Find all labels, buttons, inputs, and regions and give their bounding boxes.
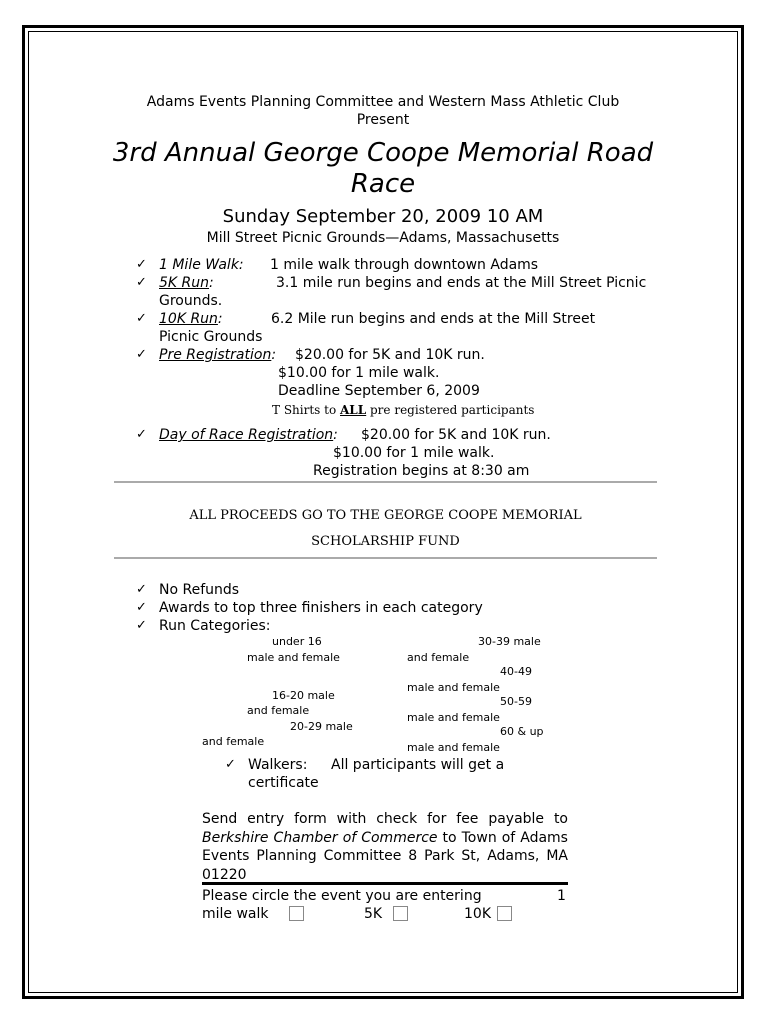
category-text: under 16 [272, 635, 322, 648]
check-icon: ✓ [136, 600, 147, 615]
check-icon: ✓ [136, 311, 147, 326]
dayof-line3: Registration begins at 8:30 am [313, 463, 530, 479]
event-title-line1: 3rd Annual George Coope Memorial Road [112, 138, 654, 168]
prereg-line3: Deadline September 6, 2009 [278, 383, 480, 399]
event-location: Mill Street Picnic Grounds—Adams, Massachusetts [206, 230, 560, 246]
check-icon: ✓ [136, 275, 147, 290]
run-categories: Run Categories: [159, 618, 271, 634]
category-text: 40-49 [500, 665, 532, 678]
present-text: Present [356, 112, 410, 128]
event-title-line2: Race [350, 169, 416, 199]
awards: Awards to top three finishers in each category [159, 600, 483, 616]
walk-checkbox[interactable] [289, 906, 304, 921]
run5k-desc: 3.1 mile run begins and ends at the Mill Street Picnic [276, 275, 647, 291]
check-icon: ✓ [225, 757, 236, 772]
presenters: Adams Events Planning Committee and Western Mass Athletic Club [146, 94, 620, 110]
category-text: 50-59 [500, 695, 532, 708]
category-text: 60 & up [500, 725, 544, 738]
circle-instructions: Please circle the event you are entering [202, 888, 482, 904]
category-text: male and female [407, 681, 500, 694]
category-text: and female [247, 704, 310, 717]
walkers-text: All participants will get a [331, 757, 505, 773]
walk-label: 1 Mile Walk: [159, 257, 244, 273]
event-date: Sunday September 20, 2009 10 AM [222, 206, 544, 227]
run10k-desc2: Picnic Grounds [159, 329, 263, 345]
category-text: male and female [247, 651, 340, 664]
dayof-line2: $10.00 for 1 mile walk. [333, 445, 495, 461]
category-text: and female [407, 651, 470, 664]
run10k-desc: 6.2 Mile run begins and ends at the Mill Street [271, 311, 596, 327]
walk-desc: 1 mile walk through downtown Adams [270, 257, 539, 273]
walk-option-label: mile walk [202, 906, 269, 922]
dayof-line1: $20.00 for 5K and 10K run. [361, 427, 551, 443]
10k-option-label: 10K [464, 906, 491, 922]
category-text: 20-29 male [290, 720, 353, 733]
prereg-line2: $10.00 for 1 mile walk. [278, 365, 440, 381]
category-text: and female [202, 735, 265, 748]
prereg-line1: $20.00 for 5K and 10K run. [295, 347, 485, 363]
run5k-label: 5K Run [159, 275, 210, 291]
5k-checkbox[interactable] [393, 906, 408, 921]
walkers-label: Walkers: [248, 757, 308, 773]
check-icon: ✓ [136, 427, 147, 442]
category-text: male and female [407, 711, 500, 724]
send-entry-text: Send entry form with check for fee payable to Berkshire Chamber of Commerce to Town of Adams Events Planning Committee 8 Park St, Adams, MA 01220 [202, 811, 568, 883]
prereg-label: Pre Registration [159, 347, 272, 363]
form-divider [202, 882, 568, 885]
no-refunds: No Refunds [159, 582, 240, 598]
circle-number: 1 [557, 888, 566, 904]
divider-line [114, 481, 657, 483]
category-text: 30-39 male [478, 635, 541, 648]
5k-option-label: 5K [364, 906, 383, 922]
divider-line [114, 557, 657, 559]
check-icon: ✓ [136, 347, 147, 362]
tshirt-note: T Shirts to ALL pre registered participants [272, 403, 535, 417]
run10k-label: 10K Run [159, 311, 218, 327]
category-text: male and female [407, 741, 500, 754]
check-icon: ✓ [136, 618, 147, 633]
proceeds-line1: ALL PROCEEDS GO TO THE GEORGE COOPE MEMORIAL [189, 508, 582, 523]
10k-checkbox[interactable] [497, 906, 512, 921]
dayof-label: Day of Race Registration [159, 427, 334, 443]
proceeds-line2: SCHOLARSHIP FUND [311, 534, 460, 549]
run5k-desc2: Grounds. [159, 293, 223, 309]
category-text: 16-20 male [272, 689, 335, 702]
check-icon: ✓ [136, 582, 147, 597]
check-icon: ✓ [136, 257, 147, 272]
walkers-text2: certificate [248, 775, 319, 791]
